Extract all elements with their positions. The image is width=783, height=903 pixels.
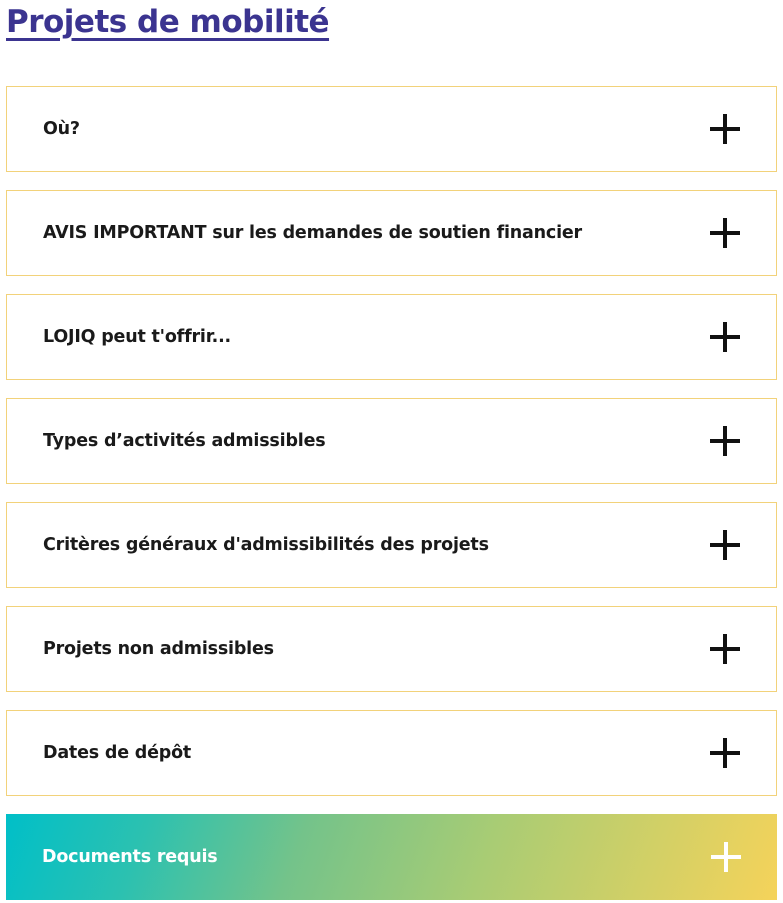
accordion-item-types-activites[interactable] — [6, 398, 777, 484]
plus-icon[interactable] — [710, 426, 740, 456]
accordion-item-documents-requis[interactable] — [6, 814, 777, 900]
plus-icon[interactable] — [711, 842, 741, 872]
accordion-item-label: Types d’activités admissibles — [43, 431, 326, 451]
accordion-item-label: Dates de dépôt — [43, 743, 192, 763]
accordion-item-label: Critères généraux d'admissibilités des projets — [43, 535, 489, 555]
plus-icon[interactable] — [710, 114, 740, 144]
accordion-item-label: Documents requis — [42, 847, 218, 867]
plus-icon[interactable] — [710, 322, 740, 352]
accordion-item-label: Où? — [43, 119, 80, 139]
accordion-item-lojiq-offrir[interactable] — [6, 294, 777, 380]
accordion-item-projets-non-admissibles[interactable] — [6, 606, 777, 692]
accordion-item-criteres[interactable] — [6, 502, 777, 588]
accordion-item-ou[interactable] — [6, 86, 777, 172]
accordion-item-label: Projets non admissibles — [43, 639, 274, 659]
accordion — [6, 86, 777, 900]
page-title: Projets de mobilité — [6, 4, 330, 40]
plus-icon[interactable] — [710, 634, 740, 664]
plus-icon[interactable] — [710, 530, 740, 560]
plus-icon[interactable] — [710, 738, 740, 768]
plus-icon[interactable] — [710, 218, 740, 248]
accordion-item-label: AVIS IMPORTANT sur les demandes de soutien financier — [43, 223, 582, 243]
accordion-item-label: LOJIQ peut t'offrir... — [43, 327, 231, 347]
accordion-item-avis-important[interactable] — [6, 190, 777, 276]
accordion-item-dates-depot[interactable] — [6, 710, 777, 796]
